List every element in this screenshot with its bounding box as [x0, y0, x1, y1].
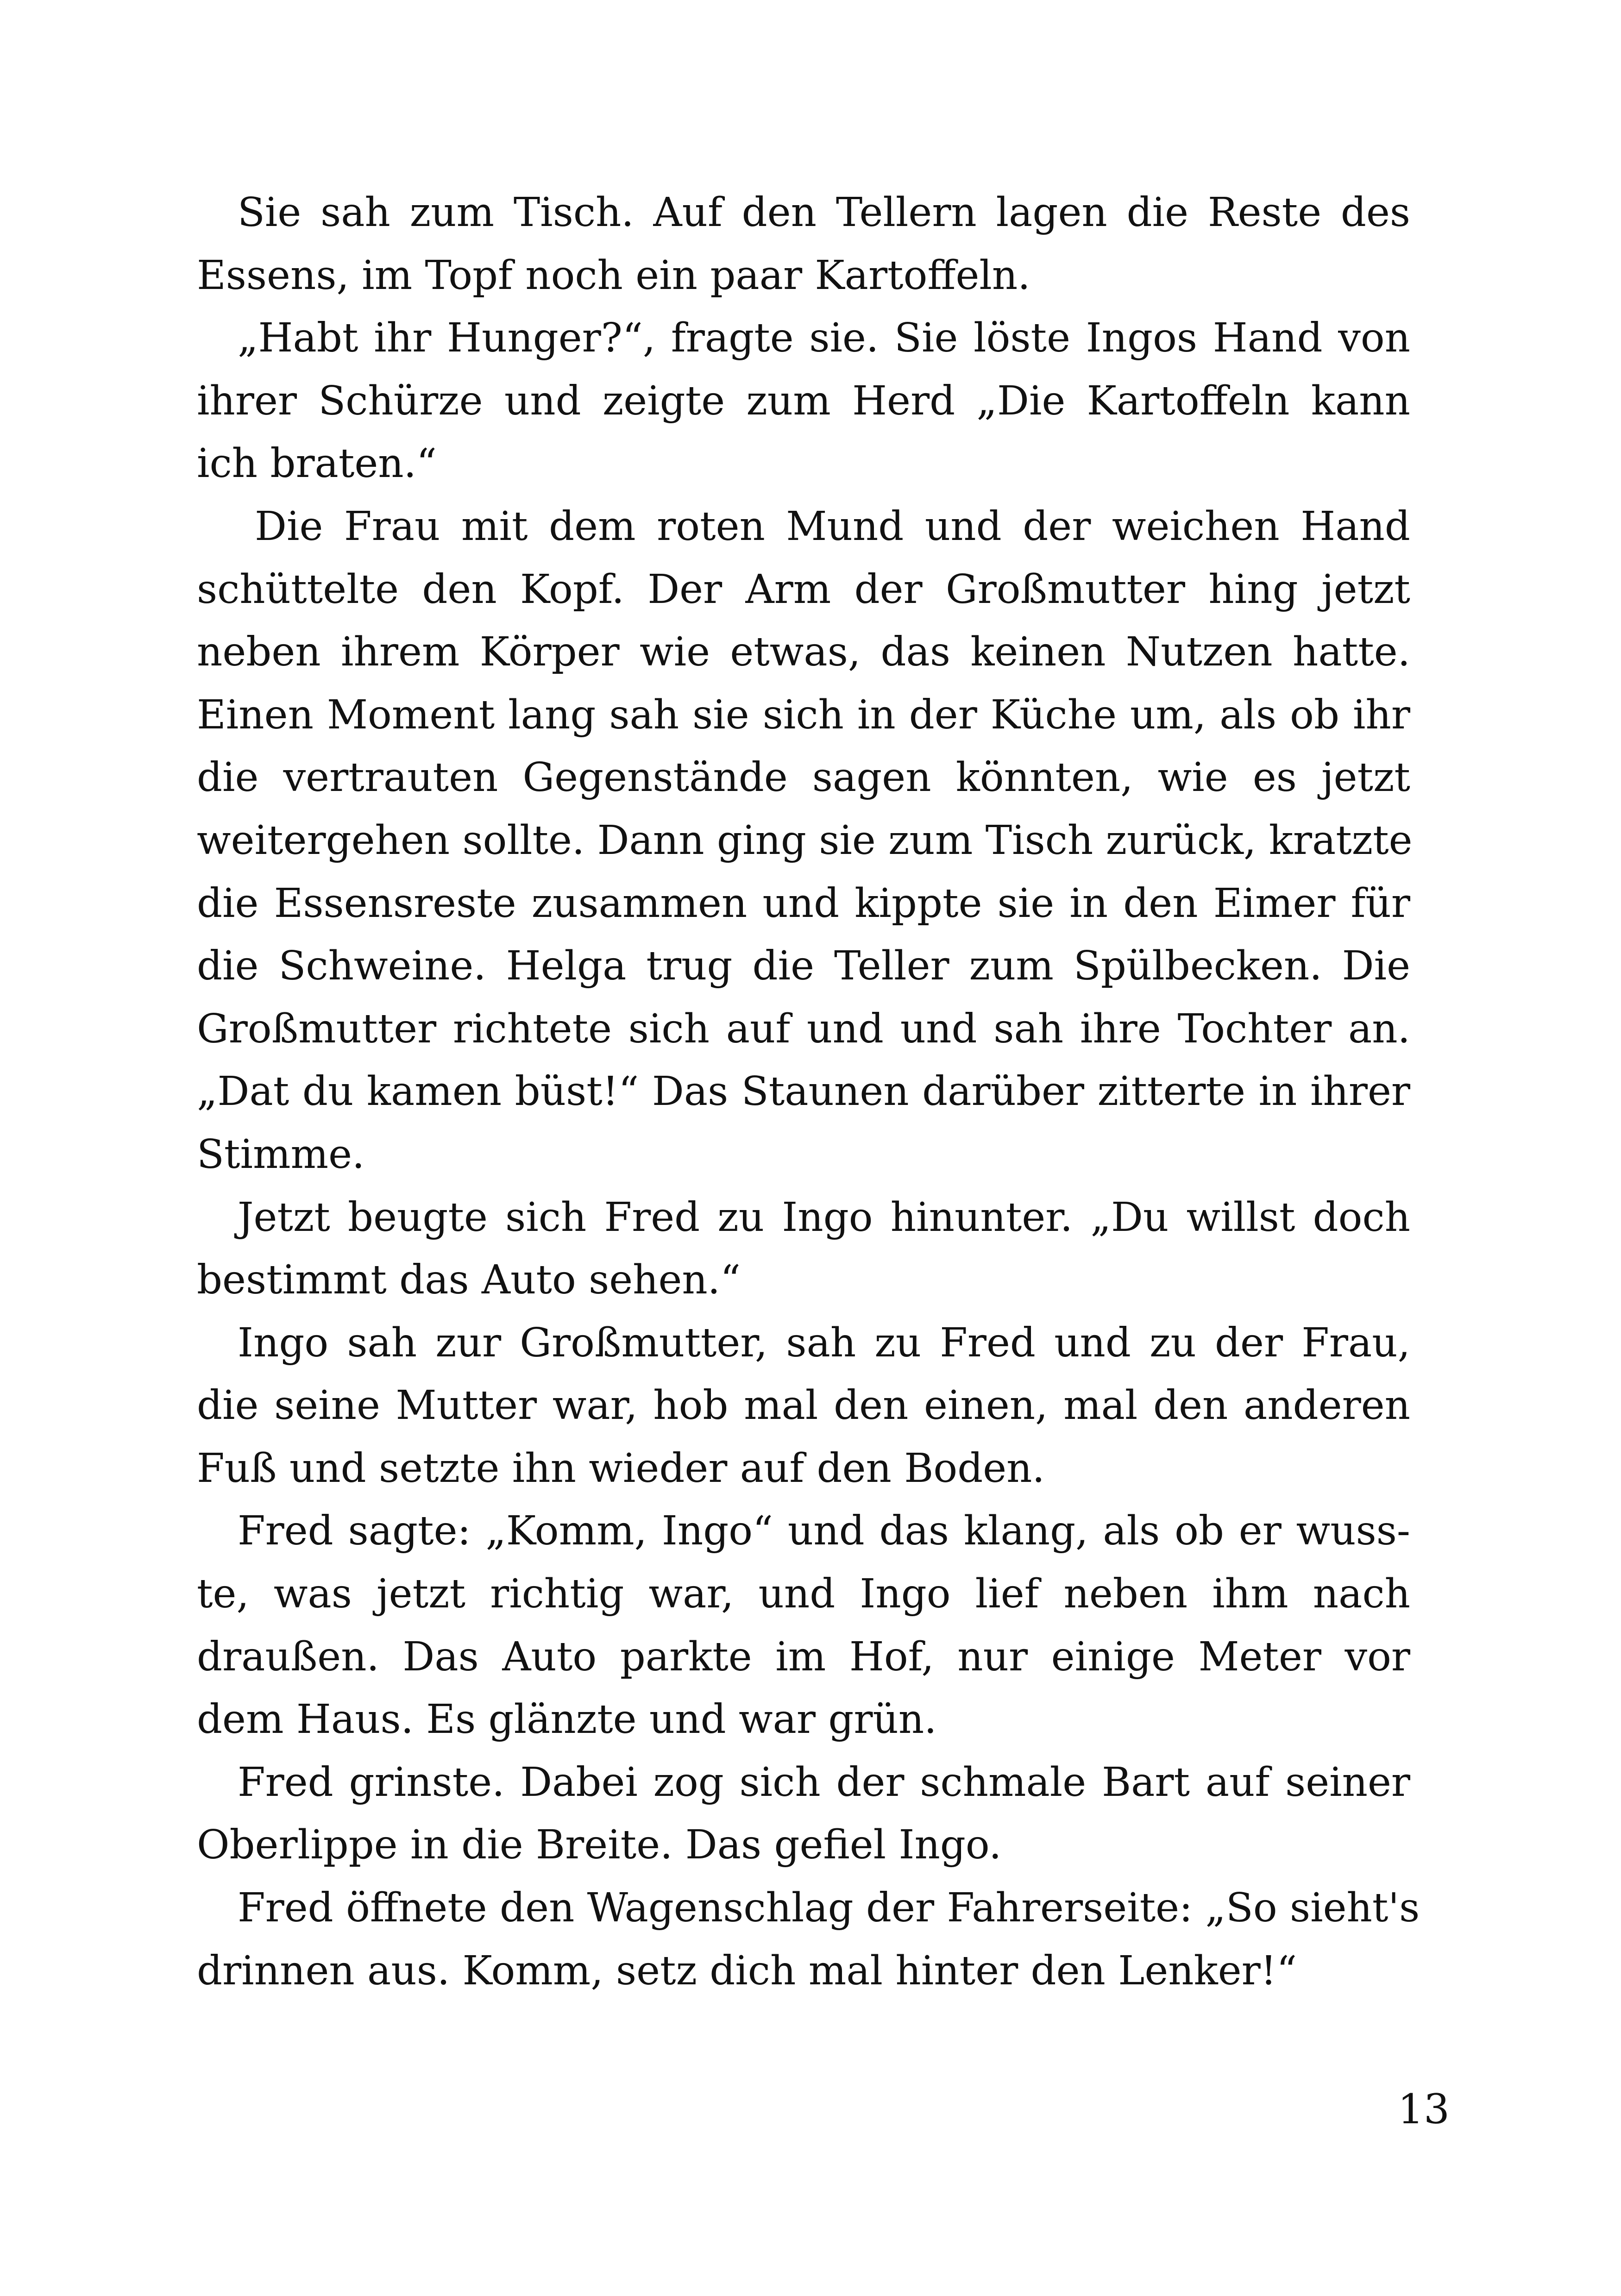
paragraph: [197, 1312, 1410, 1500]
text-line: neben ihrem Körper wie etwas, das keinen Nutzen hatte.: [197, 629, 1410, 676]
text-line: Ingo sah zur Großmutter, sah zu Fred und zu der Frau,: [238, 1319, 1410, 1366]
text-line: Fuß und setzte ihn wieder auf den Boden.: [197, 1445, 1045, 1492]
text-line: Einen Moment lang sah sie sich in der Küche um, als ob ihr: [197, 691, 1410, 738]
text-line: bestimmt das Auto sehen.“: [197, 1257, 741, 1304]
text-line: Fred grinste. Dabei zog sich der schmale Bart auf seiner: [238, 1759, 1410, 1806]
text-line: Oberlippe in die Breite. Das gefiel Ingo.: [197, 1822, 1002, 1869]
text-line: drinnen aus. Komm, setz dich mal hinter den Lenker!“: [197, 1947, 1297, 1994]
paragraph: [197, 1500, 1410, 1751]
paragraph: [197, 182, 1410, 307]
text-line: Fred öffnete den Wagenschlag der Fahrerseite: „So sieht's: [238, 1885, 1420, 1932]
text-line: die seine Mutter war, hob mal den einen, mal den anderen: [197, 1382, 1410, 1429]
paragraph: [197, 496, 1413, 1186]
text-line: Großmutter richtete sich auf und und sah ihre Tochter an.: [197, 1005, 1410, 1052]
paragraph: [197, 1877, 1420, 2002]
text-line: te, was jetzt richtig war, und Ingo lief neben ihm nach: [197, 1571, 1410, 1618]
text-line: dem Haus. Es glänzte und war grün.: [197, 1696, 937, 1743]
text-line: Sie sah zum Tisch. Auf den Tellern lagen die Reste des: [238, 189, 1410, 236]
paragraph: [197, 1751, 1410, 1877]
text-line: draußen. Das Auto parkte im Hof, nur einige Meter vor: [197, 1633, 1410, 1680]
paragraph: [197, 1186, 1410, 1312]
text-line: die vertrauten Gegenstände sagen könnten, wie es jetzt: [197, 754, 1410, 801]
text-line: weitergehen sollte. Dann ging sie zum Tisch zurück, kratzte: [197, 817, 1413, 864]
text-line: die Essensreste zusammen und kippte sie in den Eimer für: [197, 880, 1410, 927]
page-number: 13: [1398, 2085, 1450, 2133]
text-line: „Habt ihr Hunger?“, fragte sie. Sie löste Ingos Hand von: [238, 315, 1410, 362]
text-line: die Schweine. Helga trug die Teller zum Spülbecken. Die: [197, 943, 1410, 990]
text-line: Jetzt beugte sich Fred zu Ingo hinunter. „Du willst doch: [238, 1194, 1410, 1241]
text-line: ich braten.“: [197, 440, 437, 487]
body-text: [197, 182, 1420, 2002]
text-line: Die Frau mit dem roten Mund und der weichen Hand: [255, 503, 1410, 550]
text-line: Essens, im Topf noch ein paar Kartoffeln.: [197, 252, 1030, 299]
text-line: schüttelte den Kopf. Der Arm der Großmutter hing jetzt: [197, 566, 1410, 613]
text-line: Stimme.: [197, 1131, 365, 1178]
text-line: Fred sagte: „Komm, Ingo“ und das klang, als ob er wuss-: [238, 1508, 1410, 1555]
text-line: ihrer Schürze und zeigte zum Herd „Die Kartoffeln kann: [197, 377, 1410, 424]
text-line: „Dat du kamen büst!“ Das Staunen darüber zitterte in ihrer: [197, 1068, 1410, 1115]
paragraph: [197, 307, 1410, 496]
